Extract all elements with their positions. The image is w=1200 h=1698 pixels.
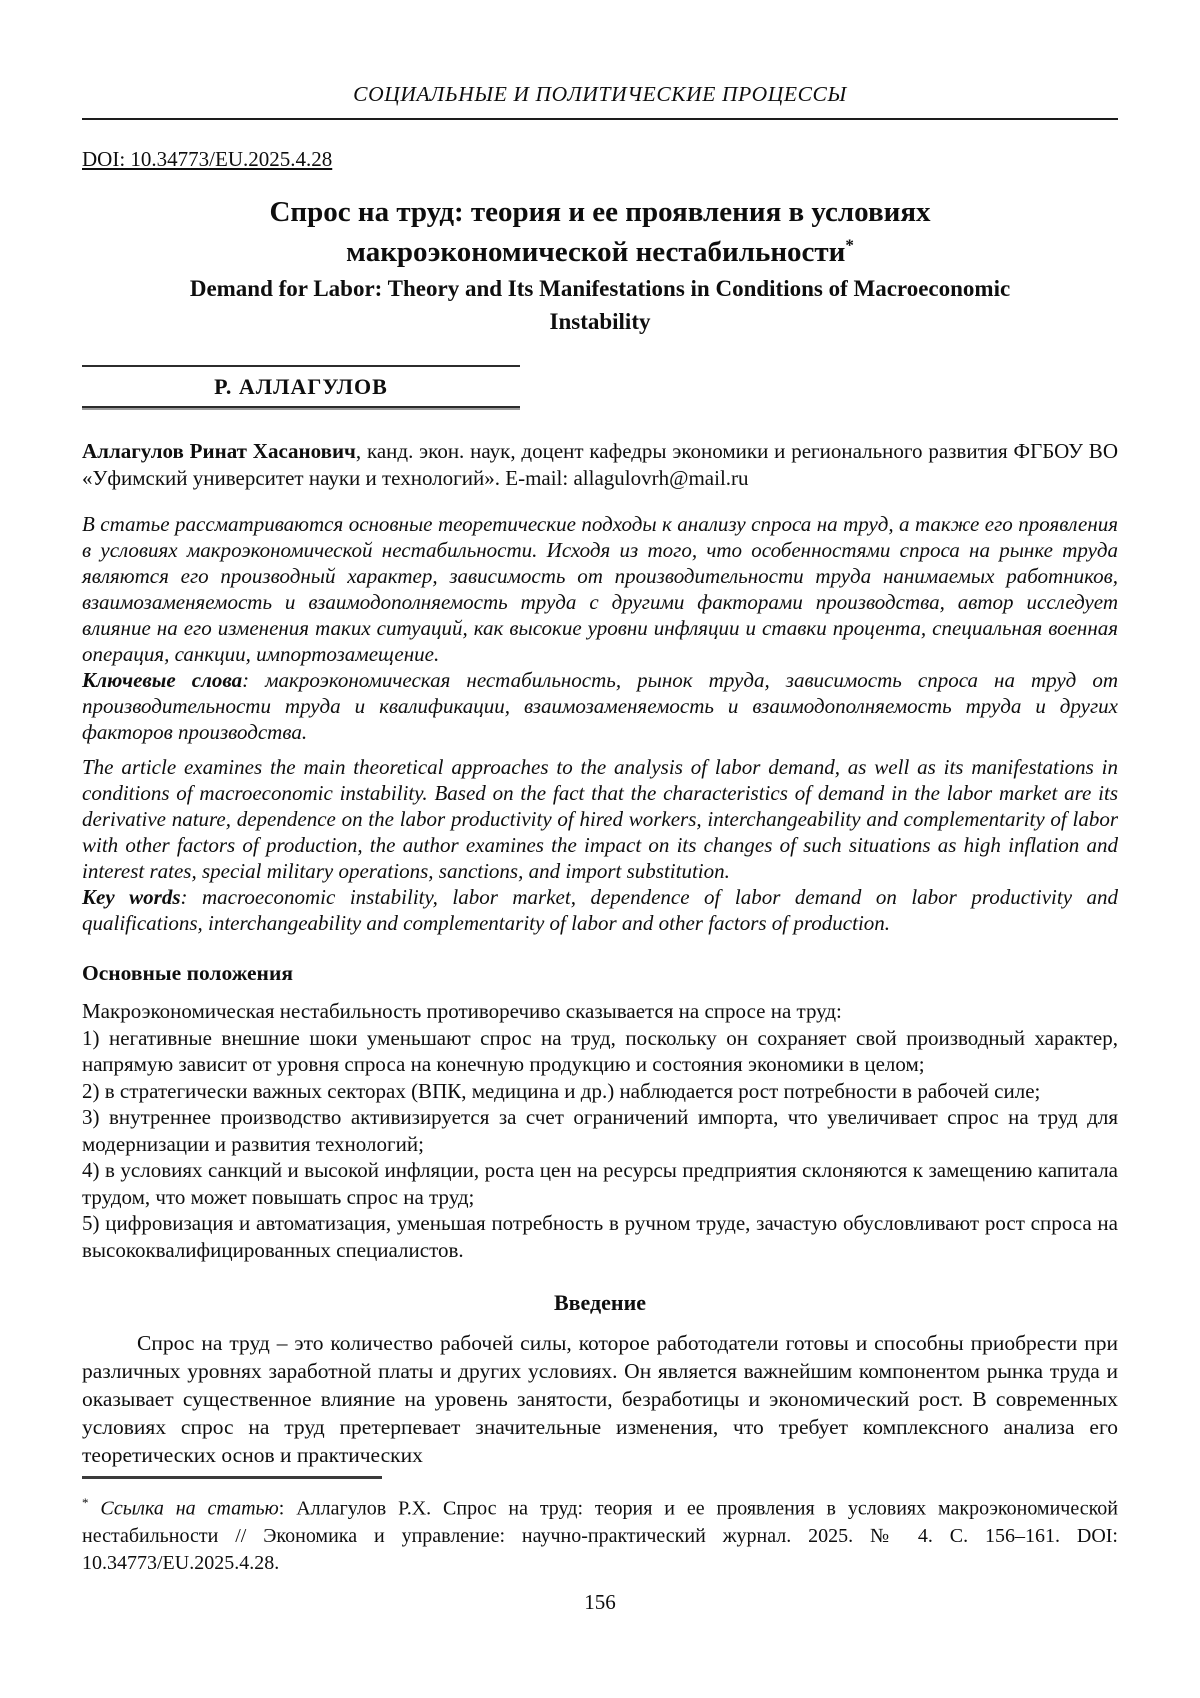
main-points [82, 998, 1118, 1263]
abstract-ru [82, 511, 1118, 667]
author-affiliation: , канд. экон. наук, доцент кафедры экономики и регионального развития ФГБОУ ВО «Уфимский университет науки и технологий». E-mail: allagulovrh@mail.ru [82, 439, 1118, 490]
main-point-item: 4) в условиях санкций и высокой инфляции, роста цен на ресурсы предприятия склоняются к замещению капитала трудом, что может повышать спрос на труд; [82, 1158, 1118, 1209]
author-info [82, 438, 1118, 492]
author-banner: Р. АЛЛАГУЛОВ [82, 365, 520, 408]
main-point-item: 3) внутреннее производство активизируется за счет ограничений импорта, что увеличивает спрос на труд для модернизации и развития технологий; [82, 1105, 1118, 1156]
doi-line [82, 147, 1118, 172]
keywords-ru [82, 667, 1118, 745]
running-header: СОЦИАЛЬНЫЕ И ПОЛИТИЧЕСКИЕ ПРОЦЕССЫ [82, 82, 1118, 120]
article-title-ru [150, 192, 1050, 272]
main-points-heading: Основные положения [82, 961, 293, 985]
introduction-paragraph [82, 1329, 1118, 1469]
keywords-en-label: Key words [82, 885, 181, 909]
doi-text: DOI: 10.34773/EU.2025.4.28 [82, 147, 333, 171]
keywords-ru-text: : макроэкономическая нестабильность, рынок труда, зависимость спроса на труд от производительности труда и квалификации, взаимозаменяемость и взаимодополняемость труда и других факторов производства. [82, 668, 1119, 744]
keywords-ru-label: Ключевые слова [82, 668, 243, 692]
introduction-paragraph-text: Спрос на труд – это количество рабочей силы, которое работодатели готовы и способны приобрести при различных уровнях заработной платы и других условиях. Он является важнейшим компонентом рынка труда и оказывает существенное влияние на уровень занятости, безработицы и экономический рост. В современных условиях спрос на труд претерпевает значительные изменения, что требует комплексного анализа его теоретических основ и практических [82, 1331, 1118, 1467]
footnote-text [82, 1489, 1118, 1577]
keywords-en [82, 884, 1118, 936]
footnote-marker: * [82, 1495, 89, 1510]
article-title-ru-text: Спрос на труд: теория и ее проявления в условиях макроэкономической нестабильности [269, 196, 931, 268]
main-point-item: 5) цифровизация и автоматизация, уменьшая потребность в ручном труде, зачастую обусловливают рост спроса на высококвалифицированных специалистов. [82, 1211, 1118, 1262]
title-footnote-marker: * [845, 235, 854, 255]
main-points-lead: Макроэкономическая нестабильность противоречиво сказывается на спросе на труд: [82, 999, 842, 1023]
footnote-block [82, 1476, 1118, 1577]
article-title-en-text: Demand for Labor: Theory and Its Manifestations in Conditions of Macroeconomic Instability [189, 276, 1011, 334]
abstract-en-text: The article examines the main theoretical approaches to the analysis of labor demand, as well as its manifestations in conditions of macroeconomic instability. Based on the fact that the characteristics of demand in the labor market are its derivative nature, dependence on the labor productivity of hired workers, interchangeability and complementarity of labor with other factors of production, the author examines the impact on its changes of such situations as high inflation and interest rates, special military operations, sanctions, and import substitution. [82, 755, 1118, 883]
footnote-citation: : Аллагулов Р.Х. Спрос на труд: теория и ее проявления в условиях макроэкономической нестабильности // Экономика и управление: научно-практический журнал. 2025. № 4. С. 156–161. DOI: 10.34773/EU.2025.4.28. [82, 1497, 1119, 1574]
footnote-label: Ссылка на статью [100, 1497, 279, 1520]
main-point-item: 2) в стратегически важных секторах (ВПК, медицина и др.) наблюдается рост потребности в рабочей силе; [82, 1078, 1041, 1103]
main-point-item: 1) негативные внешние шоки уменьшают спрос на труд, поскольку он сохраняет свой производный характер, напрямую зависит от уровня спроса на конечную продукцию и состояния экономики в целом; [82, 1025, 1118, 1076]
keywords-en-text: : macroeconomic instability, labor market, dependence of labor demand on labor productivity and qualifications, interchangeability and complementarity of labor and other factors of production. [82, 885, 1118, 935]
page-number: 156 [584, 1590, 616, 1614]
author-name: Аллагулов Ринат Хасанович [82, 439, 356, 463]
abstract-ru-text: В статье рассматриваются основные теоретические подходы к анализу спроса на труд, а также его проявления в условиях макроэкономической нестабильности. Исходя из того, что особенностями спроса на рынке труда являются его производный характер, зависимость от производительности труда нанимаемых работников, взаимозаменяемость и взаимодополняемость труда с другими факторами производства, автор исследует влияние на его изменения таких ситуаций, как высокие уровни инфляции и ставки процента, специальная военная операция, санкции, импортозамещение. [82, 512, 1118, 666]
article-title-en [185, 272, 1015, 338]
abstract-block [82, 511, 1118, 936]
introduction-heading: Введение [553, 1290, 647, 1315]
abstract-en [82, 754, 1118, 884]
footnote-separator [82, 1476, 382, 1479]
